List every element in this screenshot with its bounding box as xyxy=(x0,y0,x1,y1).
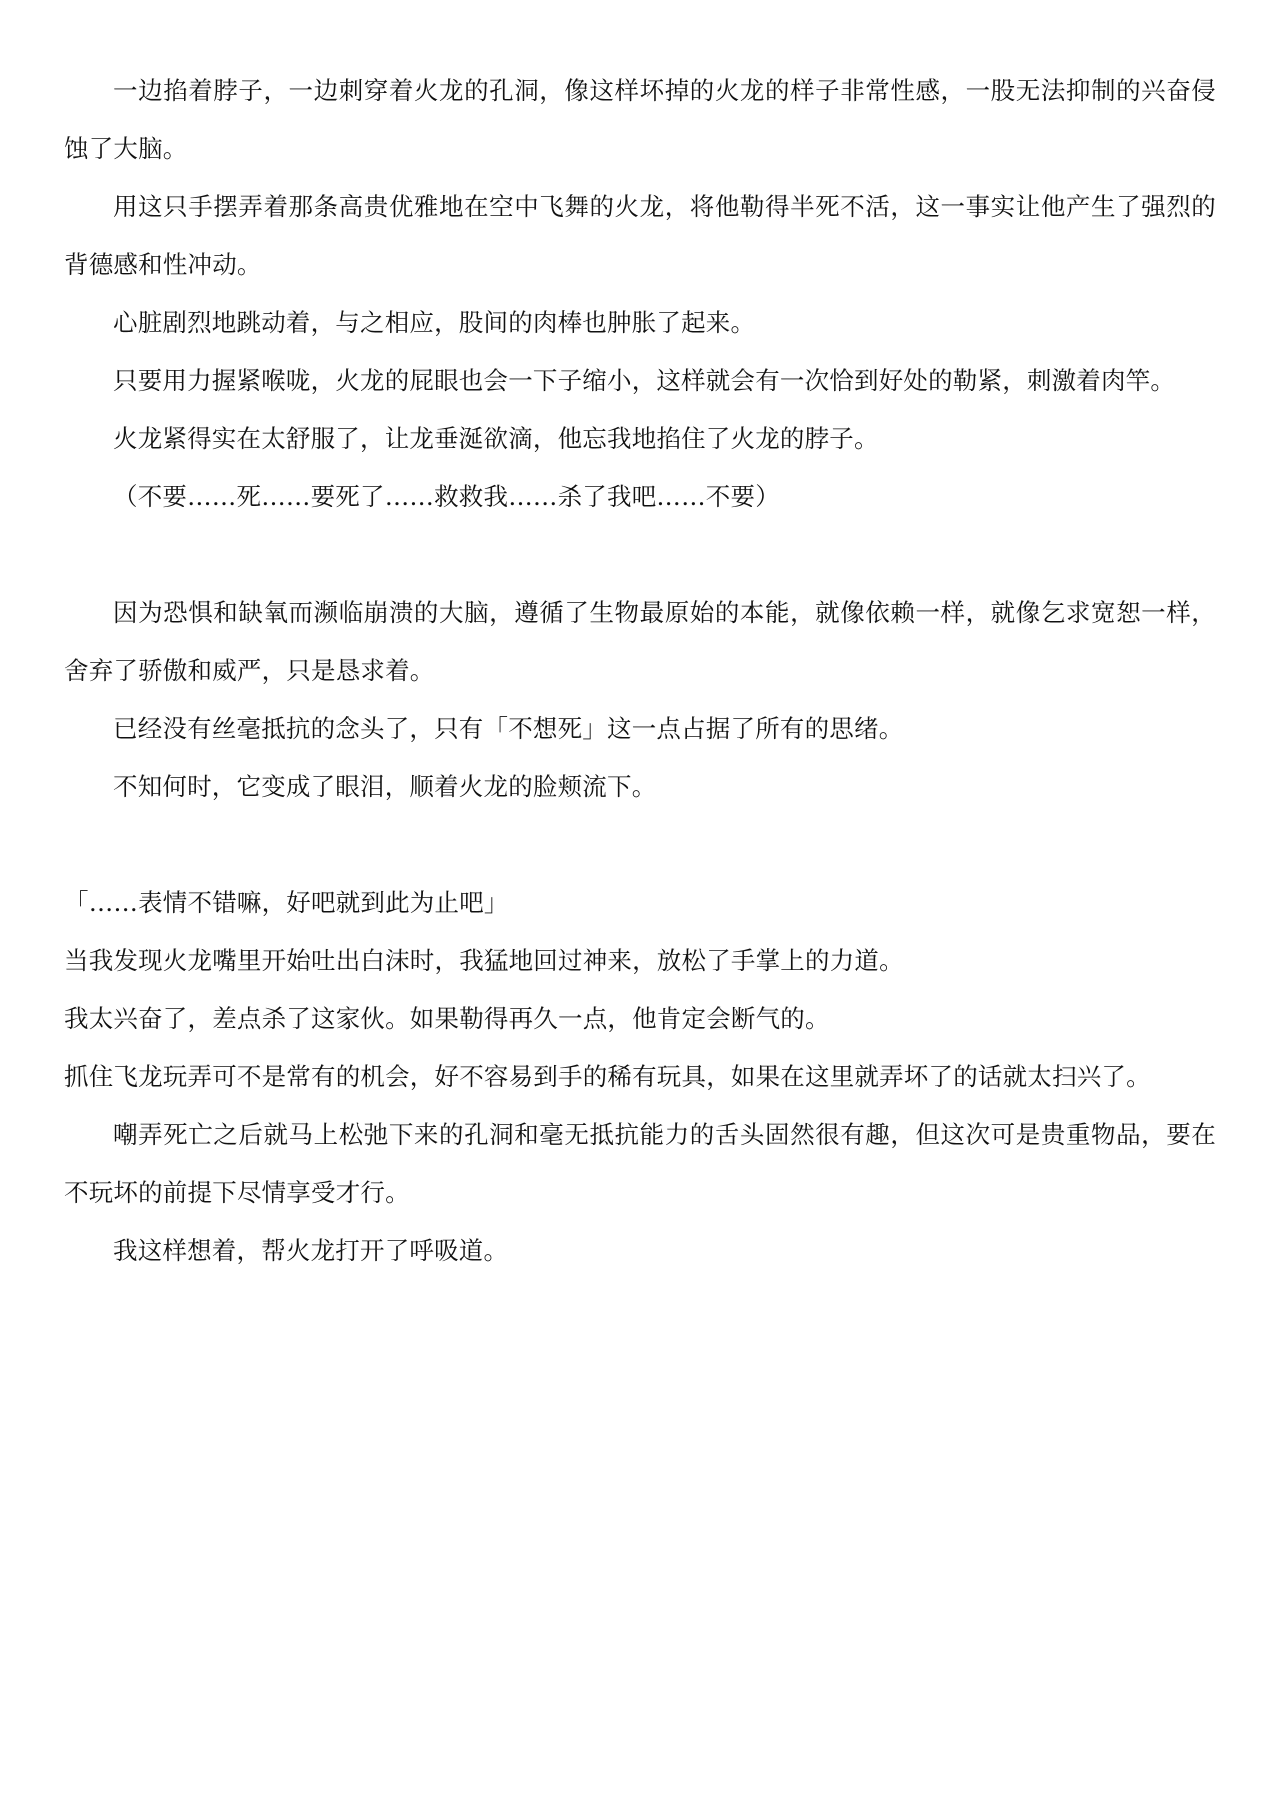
paragraph-spacer xyxy=(64,816,1216,874)
paragraph: 已经没有丝毫抵抗的念头了，只有「不想死」这一点占据了所有的思绪。 xyxy=(113,714,904,743)
paragraph: 我这样想着，帮火龙打开了呼吸道。 xyxy=(113,1236,509,1265)
paragraph: 火龙紧得实在太舒服了，让龙垂涎欲滴，他忘我地掐住了火龙的脖子。 xyxy=(113,424,879,453)
paragraph: （不要……死……要死了……救救我……杀了我吧……不要） xyxy=(113,482,780,511)
paragraph: 我太兴奋了，差点杀了这家伙。如果勒得再久一点，他肯定会断气的。 xyxy=(64,1004,830,1033)
document-body xyxy=(64,62,1216,1280)
paragraph: 抓住飞龙玩弄可不是常有的机会，好不容易到手的稀有玩具，如果在这里就弄坏了的话就太扫兴了。 xyxy=(64,1062,1151,1091)
paragraph: 心脏剧烈地跳动着，与之相应，股间的肉棒也肿胀了起来。 xyxy=(113,308,756,337)
paragraph: 当我发现火龙嘴里开始吐出白沫时，我猛地回过神来，放松了手掌上的力道。 xyxy=(64,946,904,975)
paragraph: 不知何时，它变成了眼泪，顺着火龙的脸颊流下。 xyxy=(113,772,657,801)
paragraph-spacer xyxy=(64,526,1216,584)
dialogue-line: 「……表情不错嘛，好吧就到此为止吧」 xyxy=(64,888,509,917)
paragraph: 只要用力握紧喉咙，火龙的屁眼也会一下子缩小，这样就会有一次恰到好处的勒紧，刺激着肉竿。 xyxy=(113,366,1176,395)
paragraph: 一边掐着脖子，一边刺穿着火龙的孔洞，像这样坏掉的火龙的样子非常性感，一股无法抑制的兴奋侵蚀了大脑。 xyxy=(64,76,1216,163)
paragraph: 用这只手摆弄着那条高贵优雅地在空中飞舞的火龙，将他勒得半死不活，这一事实让他产生了强烈的背德感和性冲动。 xyxy=(64,192,1216,279)
paragraph: 因为恐惧和缺氧而濒临崩溃的大脑，遵循了生物最原始的本能，就像依赖一样，就像乞求宽恕一样，舍弃了骄傲和威严，只是恳求着。 xyxy=(64,598,1216,685)
paragraph: 嘲弄死亡之后就马上松弛下来的孔洞和毫无抵抗能力的舌头固然很有趣，但这次可是贵重物品，要在不玩坏的前提下尽情享受才行。 xyxy=(64,1120,1216,1207)
